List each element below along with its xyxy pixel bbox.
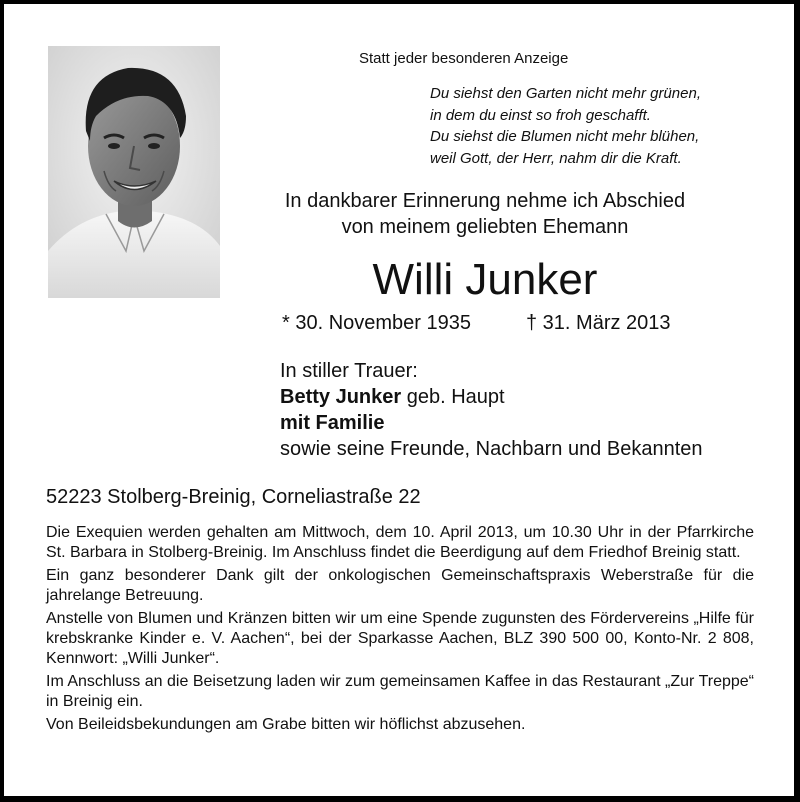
portrait-image — [48, 46, 220, 298]
poem-line: Du siehst die Blumen nicht mehr blühen, — [430, 128, 700, 145]
mourners-block — [280, 358, 703, 462]
deceased-name: Willi Junker — [372, 255, 598, 304]
mourning-intro: In stiller Trauer: — [280, 360, 418, 382]
poem-line: weil Gott, der Herr, nahm dir die Kraft. — [430, 149, 682, 167]
paragraph-condolences: Von Beileidsbekundungen am Grabe bitten wir höflichst abzusehen. — [46, 716, 526, 733]
mourner-name: Betty Junker — [280, 386, 402, 408]
poem-line: Du siehst den Garten nicht mehr grünen, — [430, 85, 701, 102]
mourner-line — [280, 384, 703, 410]
paragraph-funeral: Die Exequien werden gehalten am Mittwoch, dem 10. April 2013, um 10.30 Uhr in der Pfarrkirche St. Barbara in Stolberg-Breinig. Im Anschluss findet die Beerdigung auf dem Friedhof Breinig statt. — [46, 524, 754, 561]
farewell-text — [240, 188, 730, 240]
poem-line: in dem du einst so froh geschafft. — [430, 106, 651, 124]
mourner-others: sowie seine Freunde, Nachbarn und Bekannten — [280, 438, 703, 460]
death-date: † 31. März 2013 — [526, 312, 671, 334]
paragraph-thanks: Ein ganz besonderer Dank gilt der onkologischen Gemeinschaftspraxis Weberstraße für die jahrelange Betreuung. — [46, 567, 754, 604]
farewell-line: In dankbarer Erinnerung nehme ich Abschied — [284, 190, 686, 212]
farewell-line: von meinem geliebten Ehemann — [341, 216, 629, 238]
paragraph-donation: Anstelle von Blumen und Kränzen bitten wir um eine Spende zugunsten des Fördervereins „Hilfe für krebskranke Kinder e. V. Aachen“, bei der Sparkasse Aachen, BLZ 390 500 00, Konto-Nr. 2 808, Kennwort: „Willi Junker“. — [46, 610, 754, 667]
portrait-photo — [48, 46, 220, 298]
header-notice: Statt jeder besonderen Anzeige — [359, 50, 569, 67]
announcement-body — [46, 523, 754, 738]
mourner-maiden-name: geb. Haupt — [401, 386, 505, 408]
address: 52223 Stolberg-Breinig, Corneliastraße 22 — [46, 486, 421, 508]
poem — [430, 83, 701, 169]
paragraph-coffee: Im Anschluss an die Beisetzung laden wir zum gemeinsamen Kaffee in das Restaurant „Zur Treppe“ in Breinig ein. — [46, 673, 754, 710]
obituary-card — [4, 4, 794, 796]
birth-date: * 30. November 1935 — [282, 312, 472, 334]
mourner-family: mit Familie — [280, 412, 385, 434]
